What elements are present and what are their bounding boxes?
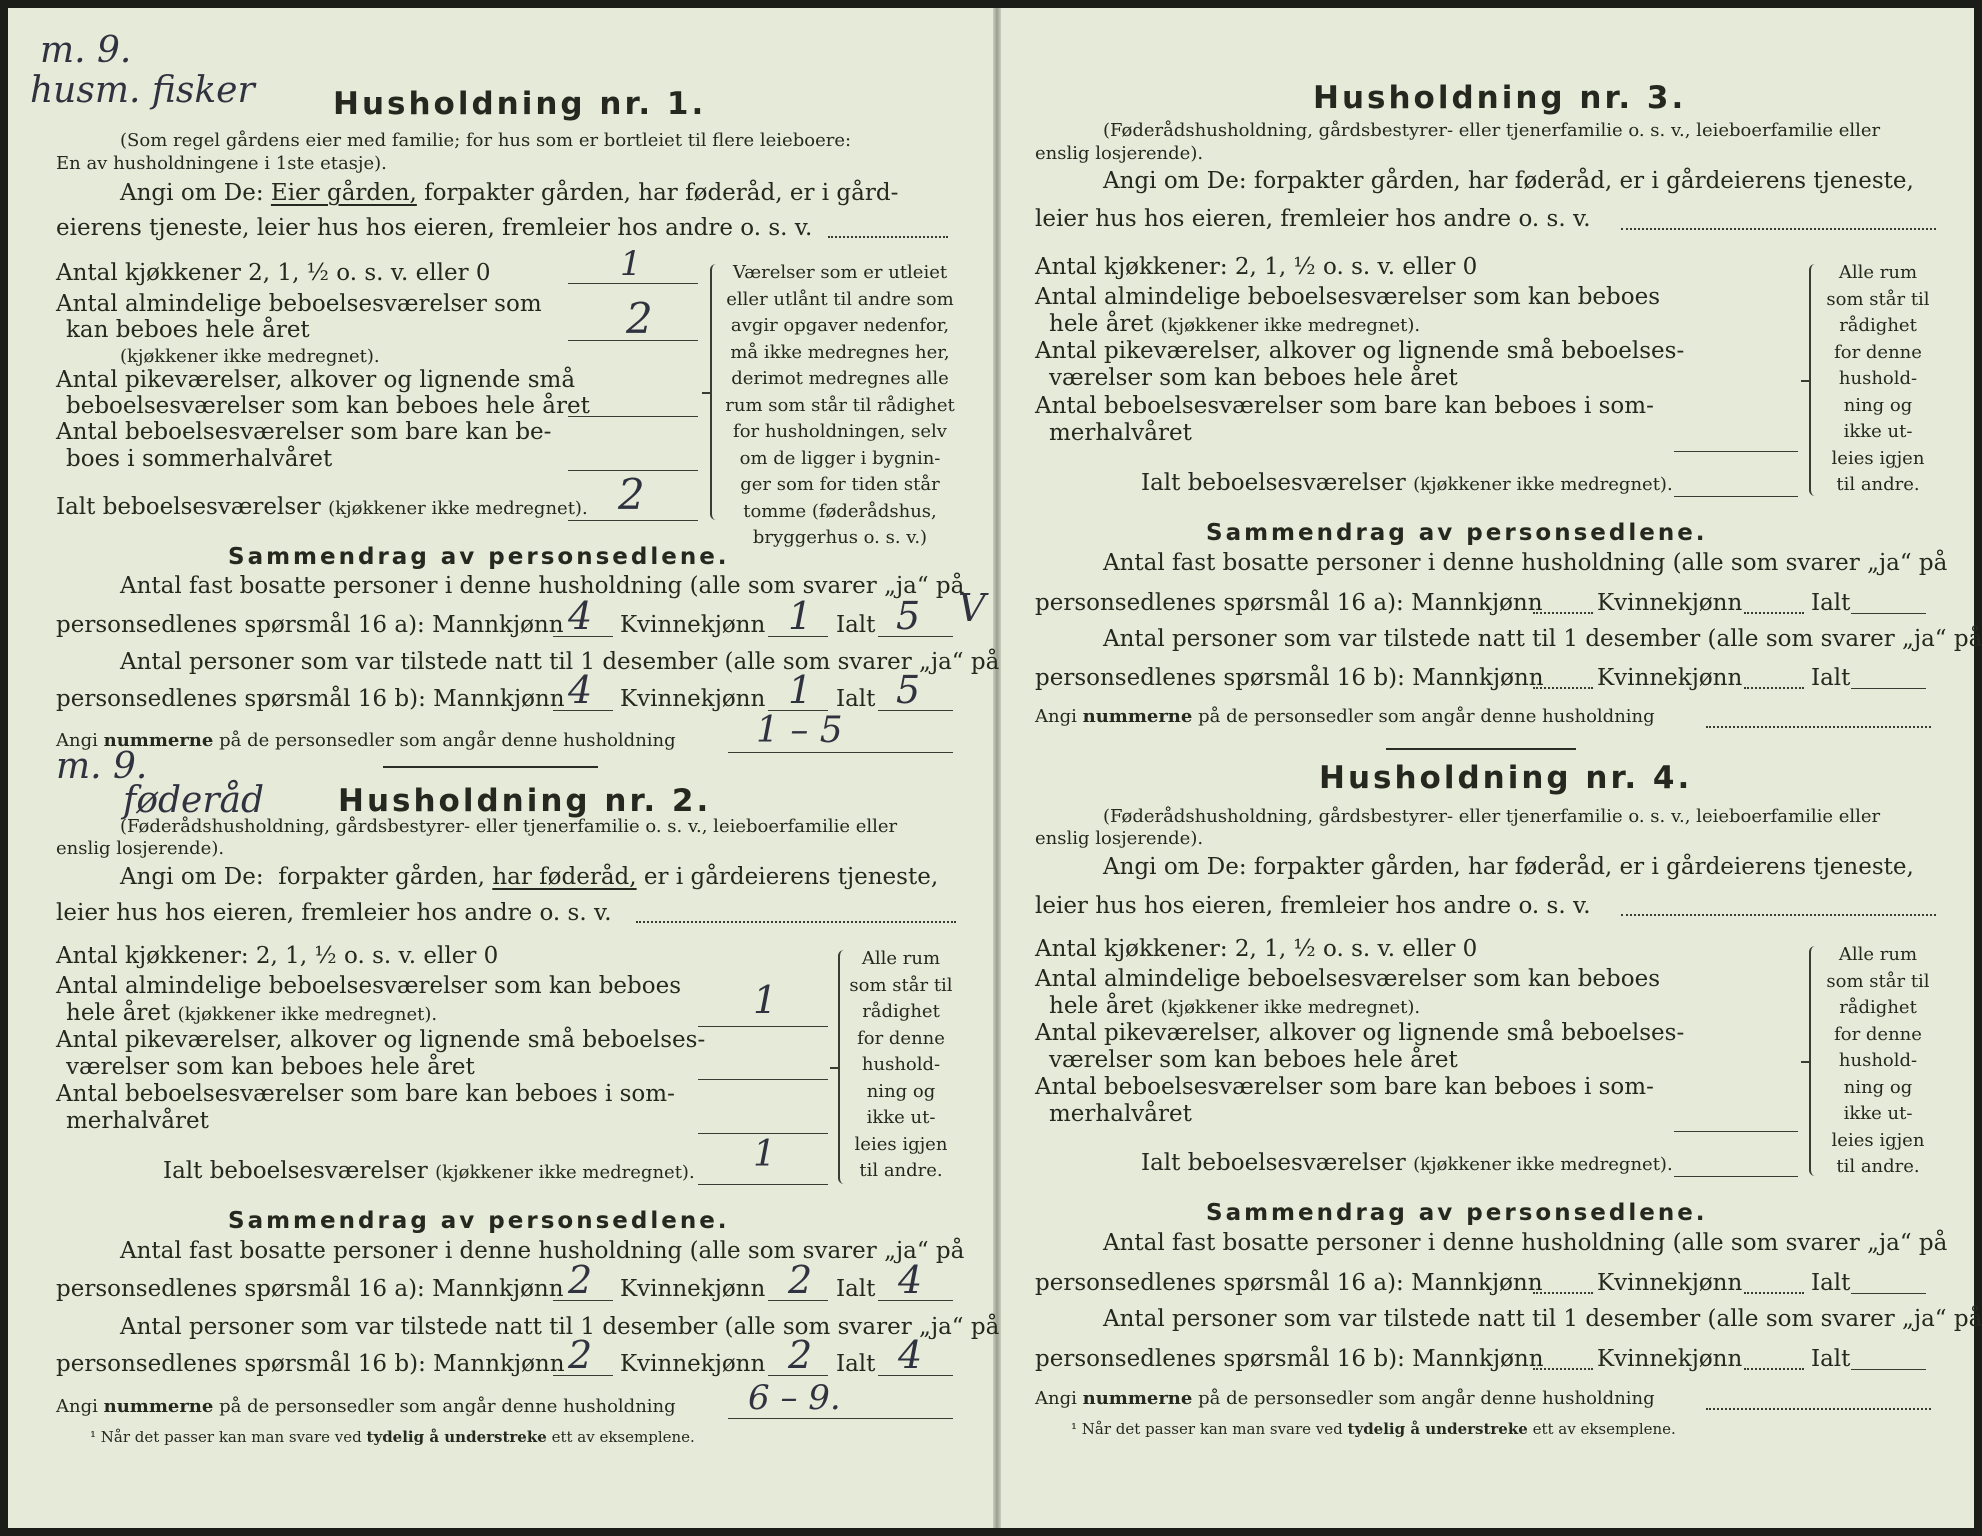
a-male-answer[interactable]: 4: [568, 594, 593, 638]
ordinary-rooms-note: (kjøkkener ikke medregnet).: [177, 1004, 438, 1025]
a-female-label: Kvinnekjønn: [620, 612, 766, 638]
a-total-label: Ialt: [1811, 1270, 1851, 1296]
census-form-sheet: [8, 8, 1982, 1528]
note-line: ning og: [1843, 1076, 1913, 1098]
ordinary-rooms-label-2: [1049, 311, 1420, 337]
footnote: [90, 1428, 695, 1446]
status-options: forpakter gården, har føderåd, er i gård-: [424, 180, 899, 206]
a-female-answer[interactable]: 2: [788, 1258, 813, 1302]
household-2-rooms-note: [846, 946, 956, 1185]
numbers-answer-line[interactable]: [728, 752, 953, 753]
maid-rooms-label-1: Antal pikeværelser, alkover og lignende små: [56, 367, 576, 393]
numbers-rest: på de personsedler som angår denne husholdning: [1198, 706, 1655, 727]
household-3-status-line-1: Angi om De: forpakter gården, har føderåd, er i gårdeierens tjeneste,: [1103, 168, 1914, 194]
note-line: ning og: [866, 1080, 936, 1102]
note-line: om de ligger i bygnin-: [739, 447, 941, 469]
total-rooms-label: [1141, 1150, 1673, 1176]
summary-b-line-2: personsedlenes spørsmål 16 b): Mannkjønn: [1035, 1346, 1544, 1372]
ordinary-rooms-label-1: Antal almindelige beboelsesværelser som kan beboes: [1035, 284, 1661, 310]
numbers-pre: Angi: [56, 730, 98, 751]
footnote-text: ¹ Når det passer kan man svare ved: [1071, 1420, 1343, 1438]
a-male-line[interactable]: [1533, 1292, 1593, 1294]
note-line: hushold-: [861, 1054, 941, 1075]
ordinary-rooms-label-2: kan beboes hele året: [66, 317, 310, 343]
footnote-text: ¹ Når det passer kan man svare ved: [90, 1428, 362, 1446]
b-total-label: Ialt: [836, 686, 876, 712]
ordinary-rooms-label-1: Antal almindelige beboelsesværelser som: [56, 291, 542, 317]
summer-rooms-label-1: Antal beboelsesværelser som bare kan beboes i som-: [1035, 393, 1654, 419]
note-line: leies igjen: [1831, 447, 1925, 469]
numbers-answer[interactable]: 1 – 5: [756, 710, 843, 751]
total-rooms-answer-line[interactable]: [1674, 1176, 1798, 1177]
household-3-title: Husholdning nr. 3.: [1313, 80, 1687, 116]
summary-a-line-2: personsedlenes spørsmål 16 a): Mannkjønn: [1035, 590, 1543, 616]
household-1-status-line-1: [120, 180, 898, 206]
ordinary-rooms-label-2: [66, 1000, 437, 1026]
ordinary-rooms-answer-line[interactable]: [698, 1026, 828, 1027]
numbers-rest: på de personsedler som angår denne husholdning: [219, 730, 676, 751]
summary-b-line-1: Antal personer som var tilstede natt til 1 desember (alle som svarer „ja“ på: [1103, 1306, 1982, 1332]
numbers-pre: Angi: [56, 1396, 98, 1417]
footnote-bold: tydelig å understreke: [1347, 1420, 1528, 1438]
ordinary-rooms-answer[interactable]: 2: [626, 294, 653, 343]
household-4-subtitle-1: (Føderådshusholdning, gårdsbestyrer- eller tjenerfamilie o. s. v., leieboerfamilie eller: [1103, 806, 1881, 827]
household-1-subtitle-1: (Som regel gårdens eier med familie; for hus som er bortleiet til flere leieboere:: [120, 130, 852, 151]
b-total-answer[interactable]: 5: [896, 668, 921, 712]
ordinary-rooms-label-2a: hele året: [1049, 311, 1154, 337]
summary-a-line-1: Antal fast bosatte personer i denne husholdning (alle som svarer „ja“ på: [1103, 550, 1948, 576]
summer-rooms-label-2: boes i sommerhalvåret: [66, 446, 333, 472]
kitchens-label: Antal kjøkkener 2, 1, ½ o. s. v. eller 0: [56, 260, 491, 286]
ordinary-rooms-label-2a: hele året: [1049, 993, 1154, 1019]
a-female-label: Kvinnekjønn: [1597, 1270, 1743, 1296]
summer-rooms-label-1: Antal beboelsesværelser som bare kan beboes i som-: [1035, 1074, 1654, 1100]
kitchens-answer[interactable]: 1: [620, 244, 642, 284]
note-line: leies igjen: [854, 1133, 948, 1155]
b-female-label: Kvinnekjønn: [620, 686, 766, 712]
kitchens-label: Antal kjøkkener: 2, 1, ½ o. s. v. eller 0: [56, 943, 499, 969]
status-prefix: Angi om De:: [120, 180, 264, 206]
summary-b-line-2: [56, 686, 565, 712]
household-4-title: Husholdning nr. 4.: [1319, 760, 1693, 796]
margin-note-mid-2: føderåd: [123, 780, 265, 821]
a-total-label: Ialt: [836, 612, 876, 638]
note-line: ger som for tiden står: [740, 474, 940, 495]
household-4-summary-title: Sammendrag av personsedlene.: [1206, 1200, 1708, 1226]
kitchens-label: Antal kjøkkener: 2, 1, ½ o. s. v. eller 0: [1035, 936, 1478, 962]
b-female-line[interactable]: [1744, 1368, 1804, 1370]
status-blank-line[interactable]: [1621, 914, 1936, 916]
total-rooms-note: (kjøkkener ikke medregnet).: [1413, 1154, 1673, 1175]
maid-rooms-label-2: beboelsesværelser som kan beboes hele året: [66, 393, 590, 419]
ordinary-rooms-note: (kjøkkener ikke medregnet).: [120, 346, 380, 367]
summer-rooms-label-2: merhalvåret: [1049, 1101, 1192, 1127]
household-3-summary-title: Sammendrag av personsedlene.: [1206, 520, 1708, 546]
total-rooms-text: Ialt beboelsesværelser: [56, 494, 321, 520]
household-3-status-line-2: leier hus hos eieren, fremleier hos andre o. s. v.: [1035, 206, 1591, 232]
ordinary-rooms-label-2: [1049, 993, 1420, 1019]
total-rooms-note: (kjøkkener ikke medregnet).: [1413, 474, 1673, 495]
total-rooms-text: Ialt beboelsesværelser: [163, 1158, 428, 1184]
note-line: ikke ut-: [1843, 1103, 1913, 1124]
summer-rooms-answer-line[interactable]: [1674, 1131, 1798, 1132]
note-line: Alle rum: [1838, 262, 1918, 283]
summary-a-line-2: [56, 612, 564, 638]
note-line: ning og: [1843, 394, 1913, 416]
numbers-pre: Angi: [1035, 1388, 1077, 1409]
summary-a-line-1: Antal fast bosatte personer i denne husholdning (alle som svarer „ja“ på: [120, 1238, 965, 1264]
household-1-rooms-note: [720, 260, 960, 552]
note-line: Alle rum: [861, 948, 941, 969]
note-line: Alle rum: [1838, 944, 1918, 965]
note-line: som står til: [849, 974, 953, 996]
summary-a-line-2: personsedlenes spørsmål 16 a): Mannkjønn: [1035, 1270, 1543, 1296]
a-total-answer[interactable]: 4: [898, 1258, 923, 1302]
household-2-summary-title: Sammendrag av personsedlene.: [228, 1208, 730, 1234]
total-rooms-label: [1141, 470, 1673, 496]
total-rooms-answer-line[interactable]: [698, 1184, 828, 1185]
total-rooms-answer[interactable]: 1: [753, 1134, 776, 1175]
total-rooms-note: (kjøkkener ikke medregnet).: [328, 498, 588, 519]
summary-b-line-2: personsedlenes spørsmål 16 b): Mannkjønn: [56, 1351, 565, 1377]
note-line: avgir opgaver nedenfor,: [730, 315, 950, 336]
b-total-line[interactable]: [1851, 688, 1926, 689]
b-total-label: Ialt: [1811, 1346, 1851, 1372]
household-2-status-line-2: leier hus hos eieren, fremleier hos andre o. s. v.: [56, 900, 612, 926]
summary-a-label: personsedlenes spørsmål 16 a): Mannkjønn: [56, 612, 564, 638]
numbers-label: [56, 730, 676, 751]
household-4-status-line-1: Angi om De: forpakter gården, har føderåd, er i gårdeierens tjeneste,: [1103, 854, 1914, 880]
note-line: bryggerhus o. s. v.): [752, 527, 928, 548]
note-line: rum som står til rådighet: [725, 394, 955, 416]
a-female-answer[interactable]: 1: [788, 594, 813, 638]
total-rooms-answer-line[interactable]: [568, 520, 698, 521]
status-blank-line[interactable]: [828, 236, 948, 238]
a-female-label: Kvinnekjønn: [620, 1276, 766, 1302]
kitchens-label: Antal kjøkkener: 2, 1, ½ o. s. v. eller 0: [1035, 254, 1478, 280]
note-line: eller utlånt til andre som: [726, 288, 954, 310]
b-male-answer[interactable]: 4: [568, 668, 593, 712]
status-blank-line[interactable]: [1621, 228, 1936, 230]
numbers-bold: nummerne: [1082, 706, 1193, 727]
b-female-answer[interactable]: 1: [788, 668, 813, 712]
summer-rooms-label-1: Antal beboelsesværelser som bare kan be-: [56, 419, 552, 445]
note-line: hushold-: [1838, 368, 1918, 389]
note-line: rådighet: [1839, 315, 1917, 336]
note-line: derimot medregnes alle: [731, 368, 949, 389]
note-line: for denne: [1834, 1023, 1922, 1045]
ordinary-rooms-label-1: Antal almindelige beboelsesværelser som kan beboes: [1035, 966, 1661, 992]
note-line: for husholdningen, selv: [733, 421, 947, 442]
a-male-answer[interactable]: 2: [568, 1258, 593, 1302]
status-blank-line[interactable]: [636, 921, 956, 923]
maid-rooms-answer-line[interactable]: [568, 416, 698, 417]
household-2-status-line-1: [120, 864, 938, 890]
b-total-label: Ialt: [1811, 665, 1851, 691]
a-female-line[interactable]: [1744, 612, 1804, 614]
summary-b-label: personsedlenes spørsmål 16 b): Mannkjønn: [56, 686, 565, 712]
note-line: til andre.: [1836, 474, 1920, 495]
divider: [1386, 748, 1576, 750]
numbers-rest: på de personsedler som angår denne husholdning: [1198, 1388, 1655, 1409]
total-rooms-text: Ialt beboelsesværelser: [1141, 1150, 1406, 1176]
note-line: for denne: [857, 1027, 945, 1049]
b-total-line[interactable]: [1851, 1369, 1926, 1370]
numbers-bold: nummerne: [103, 1396, 214, 1417]
b-female-label: Kvinnekjønn: [1597, 665, 1743, 691]
status-selected-owner[interactable]: Eier gården,: [270, 180, 417, 206]
note-line: må ikke medregnes her,: [730, 341, 950, 363]
maid-rooms-label-1: Antal pikeværelser, alkover og lignende små beboelses-: [56, 1027, 706, 1053]
a-total-label: Ialt: [836, 1276, 876, 1302]
numbers-label: [1035, 706, 1655, 727]
note-line: ikke ut-: [1843, 421, 1913, 442]
household-1-status-line-2: eierens tjeneste, leier hus hos eieren, fremleier hos andre o. s. v.: [56, 215, 813, 241]
summer-rooms-answer-line[interactable]: [1674, 451, 1798, 452]
margin-note-mid: m. 9.: [56, 746, 148, 787]
ordinary-rooms-note: (kjøkkener ikke medregnet).: [1160, 315, 1421, 336]
margin-note-top: m. 9.: [40, 30, 132, 71]
b-female-label: Kvinnekjønn: [620, 1351, 766, 1377]
household-4-rooms-note: [1819, 942, 1937, 1181]
divider: [383, 766, 598, 768]
maid-rooms-label-2: værelser som kan beboes hele året: [1049, 365, 1458, 391]
a-male-line[interactable]: [1533, 612, 1593, 614]
note-line: leies igjen: [1831, 1129, 1925, 1151]
summary-a-line-2: personsedlenes spørsmål 16 a): Mannkjønn: [56, 1276, 564, 1302]
footnote-bold: tydelig å understreke: [366, 1428, 547, 1446]
household-3-rooms-note: [1819, 260, 1937, 499]
a-female-label: Kvinnekjønn: [1597, 590, 1743, 616]
note-line: tomme (føderådshus,: [743, 500, 937, 522]
maid-rooms-label-2: værelser som kan beboes hele året: [66, 1054, 475, 1080]
numbers-label: [56, 1396, 676, 1417]
numbers-bold: nummerne: [103, 730, 214, 751]
numbers-bold: nummerne: [1082, 1388, 1193, 1409]
summer-rooms-label-2: merhalvåret: [66, 1108, 209, 1134]
b-total-answer[interactable]: 4: [898, 1333, 923, 1377]
household-1-summary-title: Sammendrag av personsedlene.: [228, 544, 730, 570]
note-line: som står til: [1826, 970, 1930, 992]
maid-rooms-answer-line[interactable]: [698, 1079, 828, 1080]
maid-rooms-label-2: værelser som kan beboes hele året: [1049, 1047, 1458, 1073]
summary-b-line-1: Antal personer som var tilstede natt til 1 desember (alle som svarer „ja“ på: [120, 1314, 1000, 1340]
total-rooms-note: (kjøkkener ikke medregnet).: [435, 1162, 695, 1183]
b-male-line[interactable]: [1533, 687, 1593, 689]
maid-rooms-label-1: Antal pikeværelser, alkover og lignende små beboelses-: [1035, 338, 1685, 364]
ordinary-rooms-answer[interactable]: 1: [753, 978, 778, 1022]
b-female-label: Kvinnekjønn: [1597, 1346, 1743, 1372]
household-4-subtitle-2: enslig losjerende).: [1035, 828, 1204, 849]
ordinary-rooms-note: (kjøkkener ikke medregnet).: [1160, 997, 1421, 1018]
a-total-label: Ialt: [1811, 590, 1851, 616]
b-female-line[interactable]: [1744, 687, 1804, 689]
status-prefix: Angi om De:: [120, 864, 264, 890]
numbers-answer-line[interactable]: [1706, 1408, 1931, 1410]
ordinary-rooms-label-1: Antal almindelige beboelsesværelser som kan beboes: [56, 973, 682, 999]
a-total-line[interactable]: [1851, 1293, 1926, 1294]
summary-b-line-2: personsedlenes spørsmål 16 b): Mannkjønn: [1035, 665, 1544, 691]
note-line: ikke ut-: [866, 1107, 936, 1128]
household-4-status-line-2: leier hus hos eieren, fremleier hos andre o. s. v.: [1035, 893, 1591, 919]
note-line: rådighet: [1839, 997, 1917, 1018]
ordinary-rooms-label-2a: hele året: [66, 1000, 171, 1026]
numbers-answer[interactable]: 6 – 9.: [748, 1378, 841, 1418]
note-line: rådighet: [862, 1001, 940, 1022]
check-mark: V: [958, 586, 986, 630]
summary-b-line-1: Antal personer som var tilstede natt til 1 desember (alle som svarer „ja“ på: [1103, 626, 1982, 652]
page-spine: [993, 8, 1001, 1528]
numbers-pre: Angi: [1035, 706, 1077, 727]
total-rooms-answer-line[interactable]: [1674, 496, 1798, 497]
total-rooms-label: [163, 1158, 695, 1184]
household-3-subtitle-2: enslig losjerende).: [1035, 143, 1204, 164]
a-total-answer[interactable]: 5: [896, 594, 921, 638]
note-line: for denne: [1834, 341, 1922, 363]
margin-note-occupation: husm. fisker: [30, 70, 255, 111]
note-line: som står til: [1826, 288, 1930, 310]
note-line: til andre.: [859, 1160, 943, 1181]
household-2-subtitle-1: (Føderådshusholdning, gårdsbestyrer- eller tjenerfamilie o. s. v., leieboerfamilie eller: [120, 816, 898, 837]
footnote-rest: ett av eksemplene.: [1532, 1420, 1676, 1438]
household-2-subtitle-2: enslig losjerende).: [56, 838, 225, 859]
status-options-1: forpakter gården,: [278, 864, 485, 890]
maid-rooms-label-1: Antal pikeværelser, alkover og lignende små beboelses-: [1035, 1020, 1685, 1046]
note-line: Værelser som er utleiet: [732, 262, 948, 283]
b-female-answer[interactable]: 2: [788, 1333, 813, 1377]
a-total-line[interactable]: [1851, 613, 1926, 614]
summer-rooms-label-2: merhalvåret: [1049, 420, 1192, 446]
a-female-line[interactable]: [1744, 1292, 1804, 1294]
status-options-2: er i gårdeierens tjeneste,: [643, 864, 939, 890]
total-rooms-answer[interactable]: 2: [618, 470, 645, 519]
numbers-answer-line[interactable]: [728, 1418, 953, 1419]
b-male-line[interactable]: [1533, 1368, 1593, 1370]
note-line: til andre.: [1836, 1156, 1920, 1177]
numbers-label: [1035, 1388, 1655, 1409]
summary-a-line-1: Antal fast bosatte personer i denne husholdning (alle som svarer „ja“ på: [1103, 1230, 1948, 1256]
household-1-title: Husholdning nr. 1.: [333, 86, 707, 122]
summary-b-line-1: Antal personer som var tilstede natt til 1 desember (alle som svarer „ja“ på: [120, 649, 1000, 675]
household-2-title: Husholdning nr. 2.: [338, 783, 712, 819]
summer-rooms-label-1: Antal beboelsesværelser som bare kan beboes i som-: [56, 1081, 675, 1107]
total-rooms-label: [56, 494, 588, 520]
b-male-answer[interactable]: 2: [568, 1333, 593, 1377]
note-line: hushold-: [1838, 1050, 1918, 1071]
total-rooms-text: Ialt beboelsesværelser: [1141, 470, 1406, 496]
household-3-subtitle-1: (Føderådshusholdning, gårdsbestyrer- eller tjenerfamilie o. s. v., leieboerfamilie eller: [1103, 120, 1881, 141]
numbers-answer-line[interactable]: [1706, 726, 1931, 728]
status-selected-retirement[interactable]: har føderåd,: [492, 864, 637, 890]
b-total-label: Ialt: [836, 1351, 876, 1377]
footnote: [1071, 1420, 1676, 1438]
summary-a-line-1: Antal fast bosatte personer i denne husholdning (alle som svarer „ja“ på: [120, 573, 965, 599]
footnote-rest: ett av eksemplene.: [551, 1428, 695, 1446]
household-1-subtitle-2: En av husholdningene i 1ste etasje).: [56, 153, 387, 174]
numbers-rest: på de personsedler som angår denne husholdning: [219, 1396, 676, 1417]
